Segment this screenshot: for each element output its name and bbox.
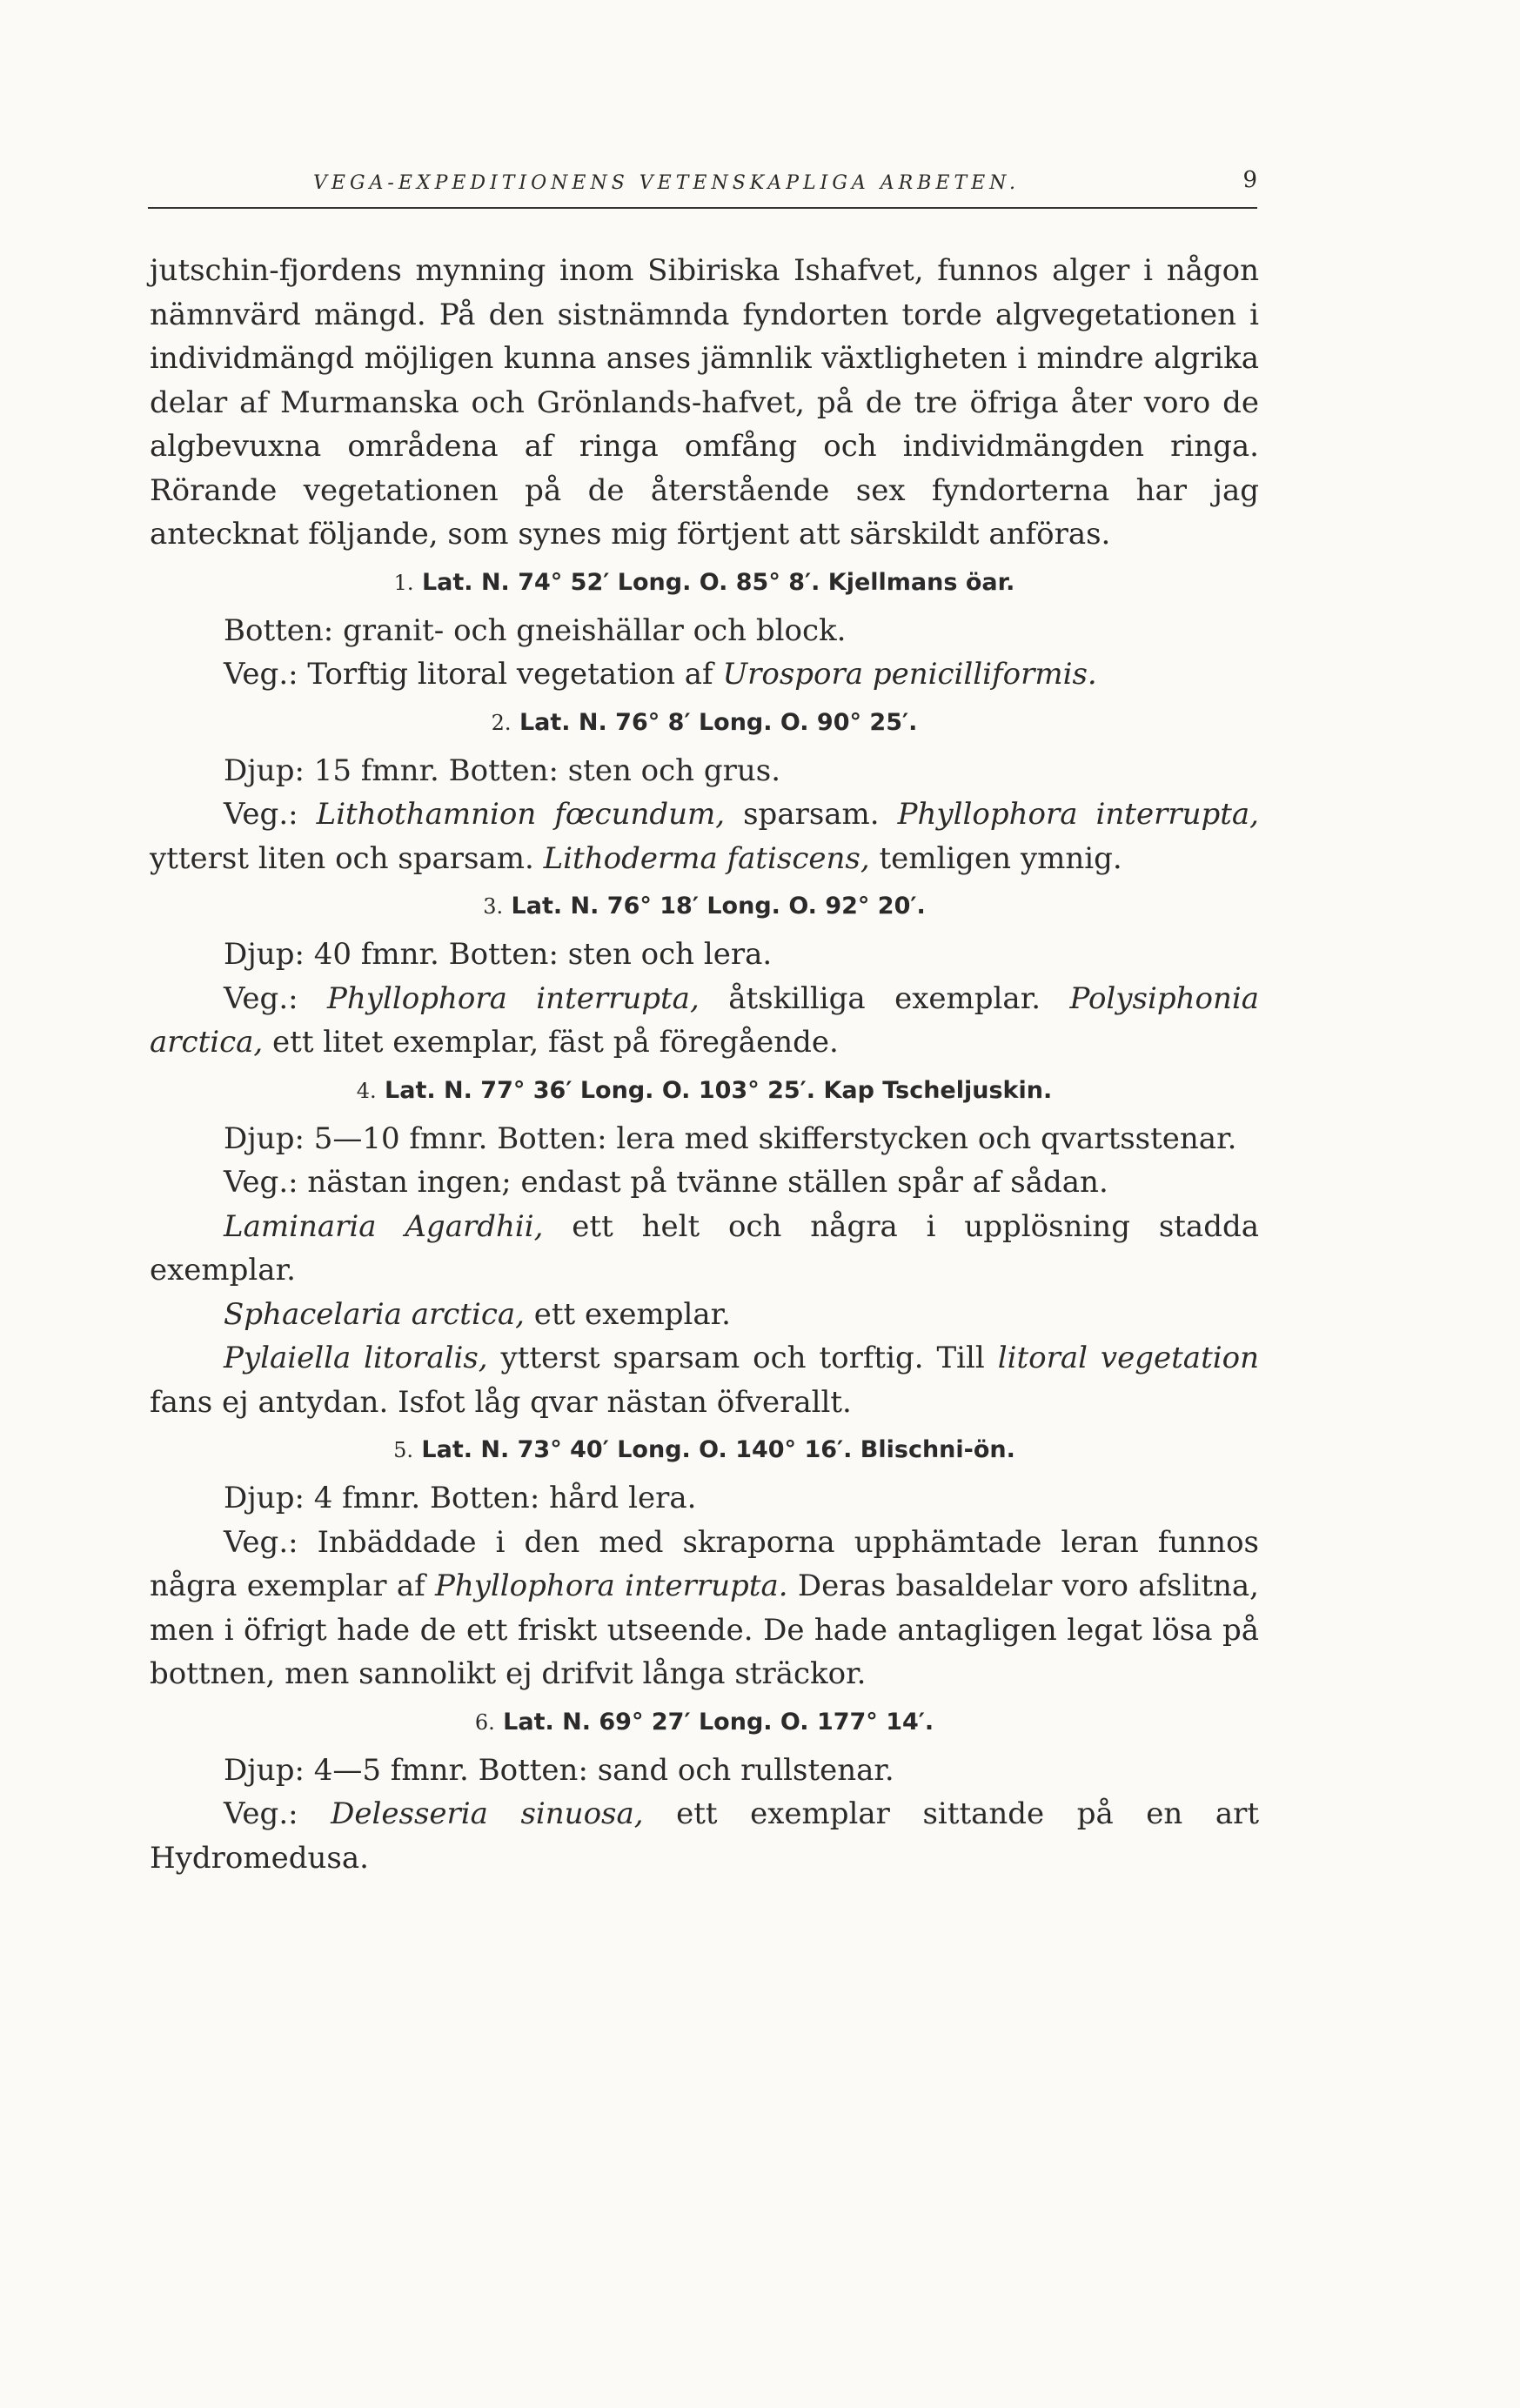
station-coordinates: Lat. N. 74° 52′ Long. O. 85° 8′. Kjellmans öar. [421, 568, 1015, 596]
station-depth-bottom: Djup: 4 fmnr. Botten: hård lera. [224, 1481, 697, 1515]
species-entry [150, 1293, 1259, 1337]
page-number: 9 [1242, 167, 1257, 193]
species-name: Lithoderma fatiscens, [543, 840, 870, 876]
running-title: VEGA-EXPEDITIONENS VETENSKAPLIGA ARBETEN. [313, 172, 1021, 194]
vegetation-text: ett helt och några i upplösning stadda exemplar. [150, 1208, 1259, 1288]
station-heading [150, 880, 1259, 933]
station-number: 4. [356, 1078, 377, 1103]
station-heading [150, 1065, 1259, 1117]
station-coordinates: Lat. N. 77° 36′ Long. O. 103° 25′. Kap Tscheljuskin. [385, 1076, 1053, 1104]
station-vegetation: Veg.: nästan ingen; endast på tvänne ställen spår af sådan. [224, 1165, 1108, 1200]
vegetation-text: temligen ymnig. [869, 840, 1122, 876]
station-number: 5. [393, 1438, 413, 1462]
vegetation-text: Deras basaldelar voro afslitna, men i öfrigt hade de ett friskt utseende. De hade antagligen legat lösa på bottnen, men sannolikt ej drifvit långa sträckor. [150, 1569, 1259, 1691]
vegetation-text: åtskilliga exemplar. [699, 980, 1070, 1016]
station-coordinates: Lat. N. 73° 40′ Long. O. 140° 16′. Blischni-ön. [421, 1436, 1015, 1463]
vegetation-text: Veg.: [224, 980, 328, 1016]
species-name: Lithothamnion fœcundum, [316, 797, 726, 832]
vegetation-text: ett litet exemplar, fäst på föregående. [263, 1025, 839, 1060]
station-heading [150, 697, 1259, 749]
species-name: Sphacelaria arctica, [224, 1296, 525, 1332]
station-depth-bottom: Djup: 5—10 fmnr. Botten: lera med skifferstycken och qvartsstenar. [224, 1120, 1237, 1156]
station-coordinates: Lat. N. 69° 27′ Long. O. 177° 14′. [503, 1708, 934, 1736]
station-depth-bottom: Djup: 15 fmnr. Botten: sten och grus. [224, 752, 781, 788]
vegetation-text: ytterst sparsam och torftig. Till [487, 1341, 998, 1375]
station-coordinates: Lat. N. 76° 18′ Long. O. 92° 20′. [511, 893, 926, 920]
vegetation-text: sparsam. [725, 797, 898, 832]
station-heading [150, 557, 1259, 609]
vegetation-text: Veg.: Torftig litoral vegetation af [224, 657, 723, 692]
species-name: Pylaiella litoralis, [224, 1341, 488, 1375]
species-name: Phyllophora interrupta, [327, 980, 700, 1016]
station-vegetation [150, 1521, 1259, 1696]
station-number: 3. [483, 894, 504, 919]
species-entry [150, 1205, 1259, 1293]
station-number: 2. [491, 710, 512, 735]
vegetation-text: Veg.: [224, 1796, 331, 1831]
species-entry [150, 1336, 1259, 1424]
species-name: Delesseria sinuosa, [331, 1796, 644, 1831]
vegetation-text: ett exemplar sittande på en art Hydromedusa. [150, 1796, 1260, 1876]
station-vegetation [150, 652, 1259, 697]
vegetation-text: ett exemplar. [524, 1296, 731, 1332]
species-name: Urospora penicilliformis. [722, 657, 1097, 692]
station-heading [150, 1424, 1259, 1476]
vegetation-text: fans ej antydan. Isfot låg qvar nästan öfverallt. [150, 1384, 852, 1420]
vegetation-text: Veg.: Inbäddade i den med skraporna upphämtade leran funnos några exemplar af [150, 1524, 1259, 1603]
vegetation-text: ytterst liten och sparsam. [150, 840, 544, 876]
running-header [148, 167, 1257, 209]
species-name: Laminaria Agardhii, [224, 1208, 544, 1244]
station-vegetation [150, 1792, 1259, 1880]
station-bottom: Botten: granit- och gneishällar och block. [224, 612, 847, 648]
station-number: 1. [393, 570, 414, 595]
species-name: Polysiphonia arctica, [150, 980, 1259, 1060]
species-name: Phyllophora interrupta. [434, 1569, 788, 1603]
body-text [150, 249, 1259, 1880]
species-name: Phyllophora interrupta, [897, 797, 1259, 832]
station-depth-bottom: Djup: 40 fmnr. Botten: sten och lera. [224, 937, 773, 972]
station-vegetation [150, 977, 1259, 1065]
station-heading [150, 1696, 1259, 1749]
station-depth-bottom: Djup: 4—5 fmnr. Botten: sand och rullstenar. [224, 1752, 894, 1788]
intro-paragraph: jutschin-fjordens mynning inom Sibiriska Ishafvet, funnos alger i någon nämnvärd mängd. På den sistnämnda fyndorten torde algvegetationen i individmängd möjligen kunna anses jämnlik växtligheten i mindre algrika delar af Murmanska och Grönlands-hafvet, på de tre öfriga åter voro de algbevuxna områdena af ringa omfång och individmängden ringa. Rörande vegetationen på de återstående sex fyndorterna har jag antecknat följande, som synes mig förtjent att särskildt anföras. [150, 253, 1259, 552]
vegetation-text: Veg.: [224, 797, 317, 832]
station-number: 6. [474, 1709, 495, 1735]
emphasis-text: litoral vegetation [997, 1341, 1259, 1375]
station-vegetation [150, 793, 1259, 880]
station-coordinates: Lat. N. 76° 8′ Long. O. 90° 25′. [519, 708, 918, 736]
